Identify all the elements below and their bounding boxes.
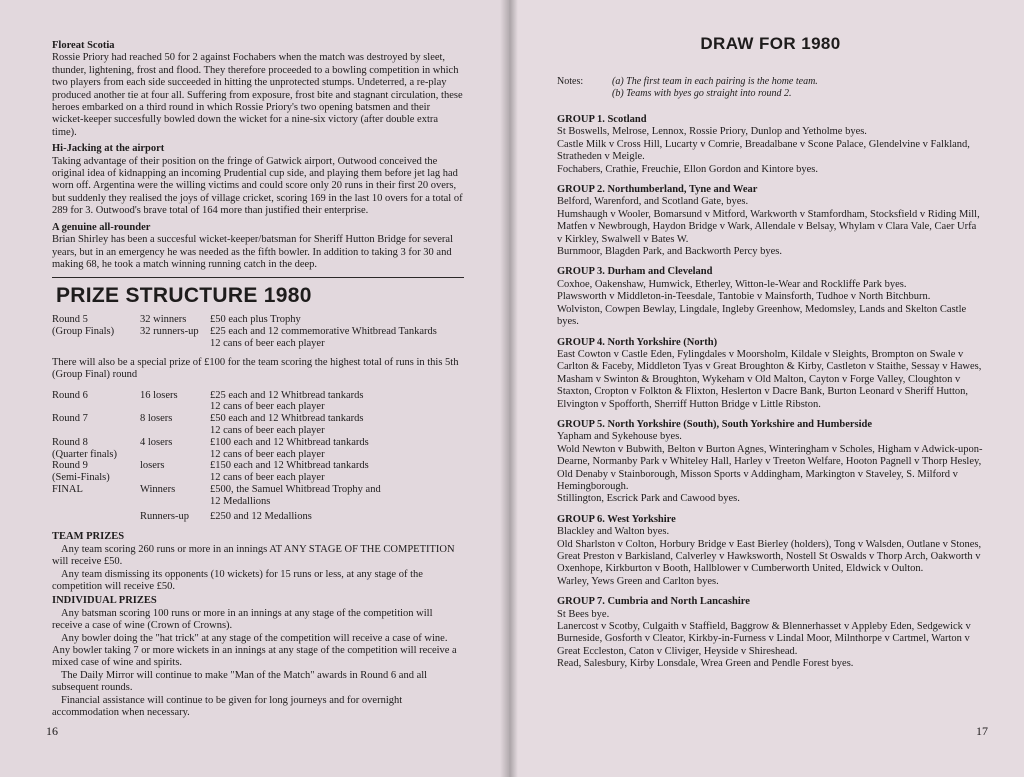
group-line: Blackley and Walton byes.: [557, 526, 670, 538]
table-row: [52, 390, 464, 402]
recipients-cell: Winners: [140, 483, 176, 495]
page-number: 17: [976, 724, 988, 738]
team-prize-item: Any team scoring 260 runs or more in an innings AT ANY STAGE OF THE COMPETITION will receive £50.: [52, 543, 455, 568]
round-cell: [52, 425, 140, 437]
group-line: St Bees bye.: [557, 608, 610, 620]
round-cell: Round 6: [52, 389, 88, 401]
table-row: [52, 401, 464, 413]
group-line: Fochabers, Crathie, Freuchie, Ellon Gordon and Kintore byes.: [557, 163, 818, 175]
table-row: [52, 413, 464, 425]
individual-prize-item: Any batsman scoring 100 runs or more in an innings at any stage of the competition will receive a case of wine (Crown of Crowns).: [52, 607, 433, 632]
prize-cell: 12 cans of beer each player: [210, 472, 325, 484]
group-line: Coxhoe, Oakenshaw, Humwick, Etherley, Witton-le-Wear and Rockliffe Park byes.: [557, 278, 907, 290]
section-heading: Hi-Jacking at the airport: [52, 143, 165, 155]
prize-cell: 12 Medallions: [210, 495, 271, 507]
table-row: [52, 425, 464, 437]
group-line: Lanercost v Scotby, Culgaith v Staffield, Baggrow & Blennerhasset v Appleby Eden, Sedgewick v Burneside, Gosforth v Cleator, Kirkby-in-Furness v Lindal Moor, Milnthorpe v Cartmel, Warton v Great Eccleston, Caton v Cliviger, Heyside v Shireshead.: [557, 621, 971, 657]
table-row: [52, 460, 464, 472]
recipients-cell: Runners-up: [140, 511, 189, 523]
round-cell: Round 9: [52, 460, 88, 472]
notes: [557, 76, 984, 100]
story-all-rounder: [52, 222, 464, 272]
group-5: [557, 419, 984, 506]
round-cell: Round 8: [52, 436, 88, 448]
table-row: [52, 437, 464, 449]
group-line: Plawsworth v Middleton-in-Teesdale, Tantobie v Mainsforth, Tudhoe v North Bitchburn.: [557, 291, 931, 303]
group-3: [557, 266, 984, 328]
table-row: [52, 484, 464, 496]
group-heading: GROUP 1. Scotland: [557, 114, 647, 125]
round-cell: (Quarter finals): [52, 448, 118, 460]
individual-prizes-heading: INDIVIDUAL PRIZES: [52, 595, 157, 607]
story-hi-jacking: [52, 143, 464, 217]
group-line: Belford, Warenford, and Scotland Gate, byes.: [557, 196, 749, 208]
draw-title: DRAW FOR 1980: [700, 34, 841, 53]
group-line: Wolviston, Cowpen Bewlay, Lingdale, Ingleby Greenhow, Medomsley, Lands and Skelton Castle byes.: [557, 303, 967, 328]
round-cell: Round 7: [52, 413, 88, 425]
prize-cell: £25 each and 12 commemorative Whitbread Tankards: [210, 326, 437, 338]
rounds-table: [52, 390, 464, 524]
group-line: Wold Newton v Bubwith, Belton v Burton Agnes, Winteringham v Scholes, Higham v Adwick-upon-Dearne, Normanby Park v Whiteley Hall, Harley v Treeton Welfare, Hooton Pagnell v Thorp Hesley, Old Denaby v Stainborough, Misson Sports v Addingham, Markington v Staveley, S. Milford v Hemingborough.: [557, 443, 983, 492]
group-line: Old Sharlston v Colton, Horbury Bridge v East Bierley (holders), Tong v Walsden, Outlane v Stones, Great Preston v Barkisland, Calverley v Hawksworth, Nostell St Oswalds v Thorp Arch, Oakworth v Oxenhope, Kirkburton v Booth, Hallblower v Cumberworth United, Eldwick v Oulton.: [557, 538, 982, 575]
group-line: Yapham and Sykehouse byes.: [557, 431, 682, 443]
team-prize-item: Any team dismissing its opponents (10 wickets) for 15 runs or less, at any stage of the competition will receive £50.: [52, 568, 423, 592]
round-cell: (Semi-Finals): [52, 472, 110, 484]
round-cell: [52, 338, 140, 350]
group-heading: GROUP 7. Cumbria and North Lancashire: [557, 596, 750, 608]
section-paragraph: Taking advantage of their position on the fringe of Gatwick airport, Outwood conceived the original idea of kidnapping an incoming Prudential cup side, and playing them before jet lag had worn off. Argentina were the willing victims and could score only 20 runs in their first 20 overs, but suddenly they realised the joys of village cricket, scoring 169 in the last 10 overs for a total of 289 for 3. Outwood's brave total of 164 more than justified their enterprise.: [52, 155, 463, 217]
individual-prize-item: The Daily Mirror will continue to make "Man of the Match" awards in Round 6 and all subsequent rounds.: [52, 669, 428, 694]
section-heading: Floreat Scotia: [52, 40, 115, 51]
prize-cell: 12 cans of beer each player: [210, 448, 325, 460]
group-4: [557, 337, 984, 411]
recipients-cell: [140, 449, 210, 461]
recipients-cell: 8 losers: [140, 413, 173, 425]
round-cell: FINAL: [52, 483, 83, 495]
table-row: [52, 511, 464, 523]
group-line: St Boswells, Melrose, Lennox, Rossie Priory, Dunlop and Yetholme byes.: [557, 126, 867, 138]
individual-prize-item: Any bowler doing the "hat trick" at any stage of the competition will receive a case of wine. Any bowler taking 7 or more wickets in an innings at any stage of the competition will receive a mixed case of wine and spirits.: [52, 632, 457, 669]
table-row: [52, 314, 464, 326]
prize-cell: £100 each and 12 Whitbread tankards: [210, 436, 369, 448]
prize-cell: £50 each plus Trophy: [210, 314, 301, 326]
prize-cell: £25 each and 12 Whitbread tankards: [210, 389, 364, 401]
prize-cell: £50 each and 12 Whitbread tankards: [210, 413, 364, 425]
group-line: Humshaugh v Wooler, Bomarsund v Mitford, Warkworth v Stamfordham, Stocksfield v Riding Mill, Matfen v Newbrough, Haydon Bridge v Wark, Allendale v Belsay, Whylam v Clara Vale, Caer Urfa v Kirkley, Swalwell v Bates W.: [557, 208, 980, 245]
prize-cell: 12 cans of beer each player: [210, 401, 325, 413]
note-item: (a) The first team in each pairing is the home team.: [612, 76, 818, 87]
group-line: Burnmoor, Blagden Park, and Backworth Percy byes.: [557, 246, 782, 258]
recipients-cell: [140, 425, 210, 437]
table-row: [52, 326, 464, 338]
divider: [52, 277, 464, 278]
prize-cell: 12 cans of beer each player: [210, 337, 325, 349]
prize-structure-title: PRIZE STRUCTURE 1980: [56, 284, 312, 308]
recipients-cell: 4 losers: [140, 436, 173, 448]
recipients-cell: [140, 496, 210, 508]
recipients-cell: 16 losers: [140, 389, 178, 401]
group-7: [557, 596, 984, 670]
recipients-cell: [140, 401, 210, 413]
recipients-cell: losers: [140, 460, 165, 472]
special-prize-text: There will also be a special prize of £100 for the team scoring the highest total of runs in this 5th (Group Final) round: [52, 356, 459, 381]
group-heading: GROUP 2. Northumberland, Tyne and Wear: [557, 184, 758, 196]
round-cell: [52, 511, 140, 523]
group-line: Warley, Yews Green and Carlton byes.: [557, 575, 719, 587]
group-line: Castle Milk v Cross Hill, Lucarty v Comrie, Breadalbane v Scone Palace, Glendelvine v Falkland, Stratheden v Meigle.: [557, 138, 970, 163]
group-line: East Cowton v Castle Eden, Fylingdales v Moorsholm, Kildale v Sleights, Brompton on Swale v Carlton & Faceby, Middleton Tyas v Great Broughton & Kirby, Castleton v Staithe, Sessay v Hawes, Masham v Swinton & Broughton, Wykeham v Old Malton, Cayton v Forge Valley, Cloughton v Staxton, Cropton v Folkton & Flixton, Heslerton v Dacre Bank, Burton Leonard v Sheriff Hutton, Elvington v Spofforth, Sherriff Hutton Bridge v Little Ribston.: [557, 348, 982, 410]
group-6: [557, 514, 984, 588]
group-2: [557, 184, 984, 258]
round5-table: [52, 314, 464, 349]
group-heading: GROUP 6. West Yorkshire: [557, 513, 676, 525]
group-heading: GROUP 3. Durham and Cleveland: [557, 266, 713, 278]
recipients-cell: [140, 472, 210, 484]
individual-prize-item: Financial assistance will continue to be given for long journeys and for overnight accommodation when necessary.: [52, 694, 403, 718]
section-paragraph: Brian Shirley has been a succesful wicket-keeper/batsman for Sheriff Hutton Bridge for several years, but in an emergency he was needed as the fifth bowler. In addition to taking 3 for 30 and making 68, he took a match winning running catch in the deep.: [52, 234, 454, 270]
page-number: 16: [46, 724, 58, 738]
section-paragraph: Rossie Priory had reached 50 for 2 against Fochabers when the match was destroyed by sleet, thunder, lightening, frost and flood. They therefore proceeded to a bowling competition in which two players from each side succeeded in hitting the unprotected stumps. Undeterred, a re-play produced another tie at four all. Suffering from exposure, frost bite and stagnant circulation, these heroes embarked on a third round in which Rossie Priory's two opening batsmen and their wicket-keeper succesfully bowled down the wicket for a nine-six victory (after double extra time).: [52, 52, 463, 138]
right-page: [508, 0, 1024, 777]
prize-cell: 12 cans of beer each player: [210, 424, 325, 436]
team-prizes-heading: TEAM PRIZES: [52, 531, 125, 543]
section-heading: A genuine all-rounder: [52, 221, 151, 233]
story-floreat-scotia: [52, 40, 464, 139]
group-line: Read, Salesbury, Kirby Lonsdale, Wrea Green and Pendle Forest byes.: [557, 658, 854, 670]
prize-cell: £250 and 12 Medallions: [210, 511, 312, 523]
round-cell: [52, 401, 140, 413]
group-1: [557, 114, 984, 176]
left-page: [0, 0, 508, 777]
table-row: [52, 449, 464, 461]
recipients-cell: 32 runners-up: [140, 326, 199, 338]
group-heading: GROUP 4. North Yorkshire (North): [557, 336, 718, 348]
note-item: (b) Teams with byes go straight into round 2.: [612, 88, 792, 99]
table-row: [52, 338, 464, 350]
round-cell: (Group Finals): [52, 326, 115, 338]
recipients-cell: [140, 338, 210, 350]
prize-cell: £500, the Samuel Whitbread Trophy and: [210, 483, 381, 495]
round-cell: [52, 496, 140, 508]
group-heading: GROUP 5. North Yorkshire (South), South Yorkshire and Humberside: [557, 418, 873, 430]
round-cell: Round 5: [52, 314, 88, 326]
table-row: [52, 472, 464, 484]
recipients-cell: 32 winners: [140, 314, 187, 326]
table-row: [52, 496, 464, 508]
group-line: Stillington, Escrick Park and Cawood byes.: [557, 493, 740, 505]
notes-label: Notes:: [557, 76, 584, 87]
prize-cell: £150 each and 12 Whitbread tankards: [210, 460, 369, 472]
